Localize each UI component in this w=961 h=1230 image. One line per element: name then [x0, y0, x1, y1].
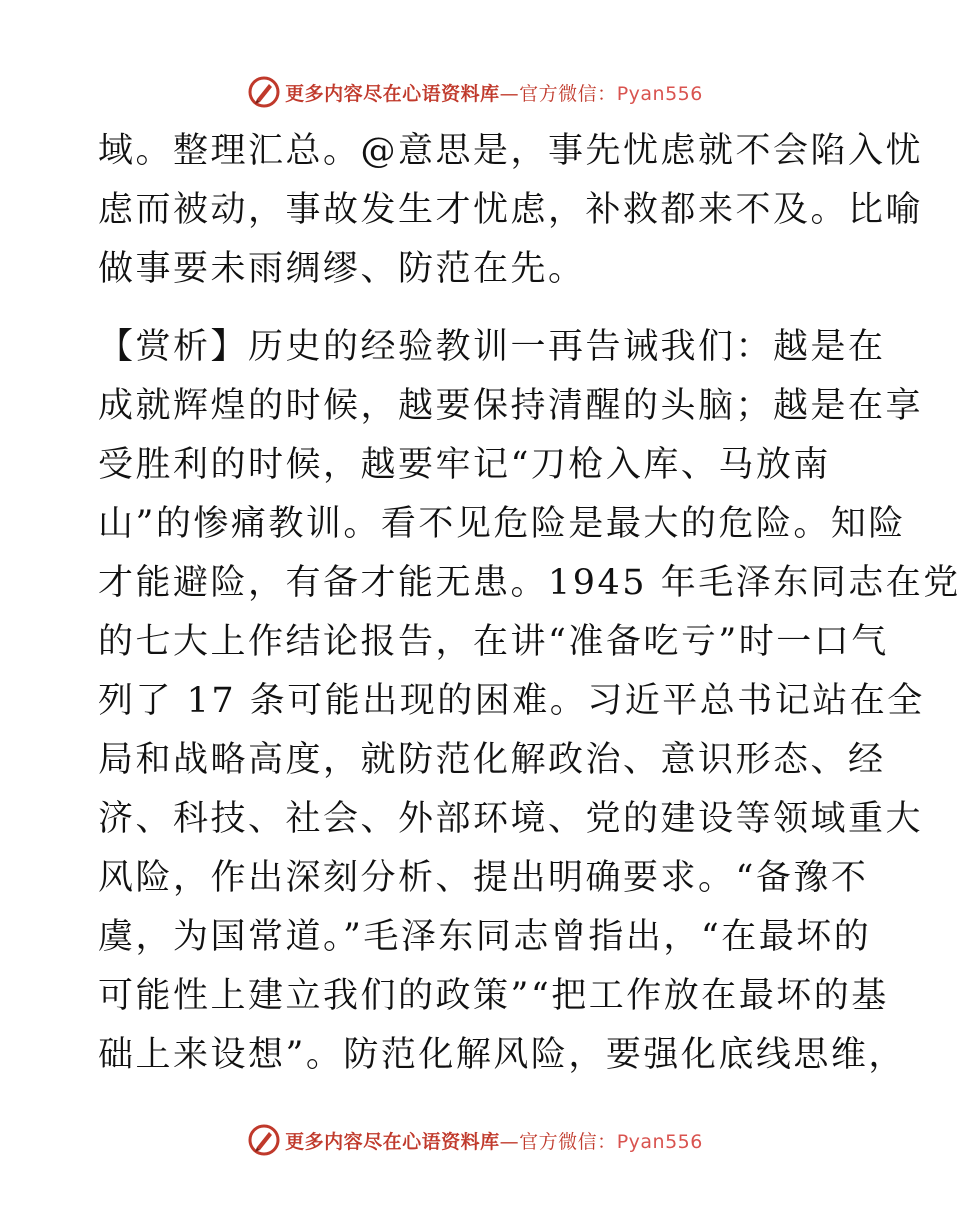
pen-logo-icon: [247, 75, 281, 109]
header-watermark: [0, 72, 950, 112]
text-line: 础上来设想”。防范化解风险，要强化底线思维，: [98, 1035, 906, 1075]
text-line: 成就辉煌的时候，越要保持清醒的头脑；越是在享: [98, 386, 924, 426]
text-line: 山”的惨痛教训。看不见危险是最大的危险。知险: [98, 504, 906, 544]
text-line: 局和战略高度，就防范化解政治、意识形态、经: [98, 740, 886, 780]
footer-watermark: [0, 1120, 950, 1160]
watermark-contact-id: Pyan556: [616, 1130, 703, 1153]
paragraph-2: [98, 318, 961, 1085]
text-line: 【赏析】历史的经验教训一再告诫我们：越是在: [98, 327, 886, 367]
document-body: [98, 122, 961, 1085]
text-line: 才能避险，有备才能无患。1945 年毛泽东同志在党: [98, 563, 961, 603]
text-line: 虑而被动，事故发生才忧虑，补救都来不及。比喻: [98, 190, 924, 230]
watermark-contact-label: 官方微信：: [519, 82, 617, 105]
text-line: 做事要未雨绸缪、防范在先。: [98, 249, 586, 289]
watermark-contact-label: 官方微信：: [519, 1130, 617, 1153]
text-line: 济、科技、社会、外部环境、党的建设等领域重大: [98, 799, 924, 839]
watermark-separator: —: [499, 82, 520, 105]
watermark-main-text: 更多内容尽在心语资料库: [285, 82, 500, 105]
text-line: 域。整理汇总。@意思是，事先忧虑就不会陷入忧: [98, 131, 924, 171]
text-line: 受胜利的时候，越要牢记“刀枪入库、马放南: [98, 445, 831, 485]
text-line: 的七大上作结论报告，在讲“准备吃亏”时一口气: [98, 622, 889, 662]
text-line: 虞，为国常道。”毛泽东同志曾指出，“在最坏的: [98, 917, 872, 957]
watermark-separator: —: [499, 1130, 520, 1153]
text-line: 风险，作出深刻分析、提出明确要求。“备豫不: [98, 858, 869, 898]
text-line: 列了 17 条可能出现的困难。习近平总书记站在全: [98, 681, 925, 721]
pen-logo-icon: [247, 1123, 281, 1157]
watermark-main-text: 更多内容尽在心语资料库: [285, 1130, 500, 1153]
text-line: 可能性上建立我们的政策”“把工作放在最坏的基: [98, 976, 889, 1016]
paragraph-1: [98, 122, 924, 299]
watermark-contact-id: Pyan556: [616, 82, 703, 105]
